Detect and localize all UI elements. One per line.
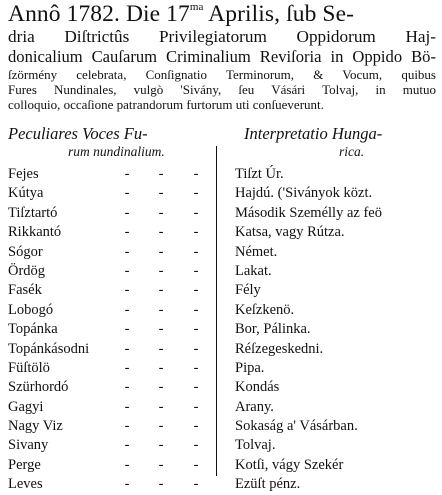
dash-leader: - bbox=[124, 282, 130, 299]
dash-leader: - bbox=[193, 456, 199, 473]
dash-leader: - bbox=[124, 379, 130, 396]
dash-leader: - bbox=[193, 398, 199, 415]
dash-leader: - bbox=[124, 476, 130, 493]
term-text: Gagyi bbox=[8, 398, 44, 415]
dash-leader: - bbox=[158, 282, 164, 299]
dash-leader: - bbox=[124, 418, 130, 435]
meaning-text: Tolvaj. bbox=[235, 437, 276, 454]
right-heading-line-1: Interpretatio Hunga- bbox=[244, 124, 383, 143]
dash-leader: - bbox=[193, 282, 199, 299]
meaning-text: Kondás bbox=[235, 379, 280, 396]
dash-leader: - bbox=[124, 359, 130, 376]
dash-leader: - bbox=[193, 204, 199, 221]
dash-leader: - bbox=[158, 262, 164, 279]
meaning-text: Katsa, vagy Rútza. bbox=[235, 224, 345, 241]
list-item bbox=[8, 456, 436, 475]
dash-leader: - bbox=[124, 224, 130, 241]
term-text: Topánkásodni bbox=[8, 340, 90, 357]
term-text: Sógor bbox=[8, 243, 43, 260]
left-heading-line-2: rum nundinalium. bbox=[68, 144, 165, 159]
list-item bbox=[8, 320, 436, 339]
list-item bbox=[8, 417, 436, 436]
dash-leader: - bbox=[124, 262, 130, 279]
list-item bbox=[8, 398, 436, 417]
list-item bbox=[8, 436, 436, 455]
meaning-text: Fély bbox=[235, 282, 261, 299]
dash-leader: - bbox=[124, 301, 130, 318]
header-line-1: dria Diſtrictûs Privilegiatorum Oppidorum Haj- bbox=[8, 27, 436, 46]
dash-leader: - bbox=[193, 262, 199, 279]
term-text: Fasék bbox=[8, 282, 42, 299]
term-text: Kútya bbox=[8, 185, 44, 202]
list-item bbox=[8, 359, 436, 378]
meaning-text: Ezüſt pénz. bbox=[235, 476, 301, 493]
dash-leader: - bbox=[124, 437, 130, 454]
meaning-text: Arany. bbox=[235, 398, 274, 415]
term-text: Nagy Viz bbox=[8, 418, 63, 435]
document-header bbox=[8, 2, 436, 112]
dash-leader: - bbox=[193, 166, 199, 182]
list-item bbox=[8, 204, 436, 223]
dash-leader: - bbox=[124, 185, 130, 202]
dash-leader: - bbox=[193, 437, 199, 454]
term-text: Tiſztartó bbox=[8, 204, 58, 221]
term-text: Leves bbox=[8, 476, 43, 493]
dash-leader: - bbox=[158, 398, 164, 415]
dash-leader: - bbox=[124, 340, 130, 357]
meaning-text: Réſzegeskedni. bbox=[235, 340, 324, 357]
dash-leader: - bbox=[124, 243, 130, 260]
vocabulary-list bbox=[8, 165, 436, 495]
meaning-text: Keſzkenö. bbox=[235, 301, 295, 318]
dash-leader: - bbox=[158, 243, 164, 260]
dash-leader: - bbox=[158, 166, 164, 182]
dash-leader: - bbox=[158, 418, 164, 435]
meaning-text: Lakat. bbox=[235, 262, 272, 279]
dash-leader: - bbox=[158, 379, 164, 396]
list-item bbox=[8, 223, 436, 242]
term-text: Topánka bbox=[8, 321, 58, 338]
meaning-text: Pipa. bbox=[235, 359, 265, 376]
left-column-heading bbox=[8, 125, 213, 161]
header-line-3: ſzörmény celebrata, Conſignatio Terminorum, & Vocum, quibus bbox=[8, 67, 436, 82]
list-item bbox=[8, 243, 436, 262]
left-heading-line-1: Peculiares Voces Fu- bbox=[8, 124, 148, 143]
dash-leader: - bbox=[158, 185, 164, 202]
dash-leader: - bbox=[124, 321, 130, 338]
header-line-2: donicalium Cauſarum Criminalium Reviſoria in Oppido Bö- bbox=[8, 47, 436, 66]
dash-leader: - bbox=[193, 224, 199, 241]
title-text-end: Aprilis, ſub Se- bbox=[203, 1, 355, 27]
title-superscript: ma bbox=[189, 1, 204, 13]
dash-leader: - bbox=[124, 204, 130, 221]
meaning-text: Második Személly az feö bbox=[235, 204, 382, 221]
term-text: Perge bbox=[8, 456, 41, 473]
meaning-text: Tiſzt Úr. bbox=[235, 166, 284, 182]
dash-leader: - bbox=[158, 204, 164, 221]
term-text: Rikkantó bbox=[8, 224, 62, 241]
term-text: Ördög bbox=[8, 262, 46, 279]
meaning-text: Német. bbox=[235, 243, 278, 260]
list-item bbox=[8, 378, 436, 397]
right-heading-line-2: rica. bbox=[339, 144, 365, 159]
term-text: Fejes bbox=[8, 166, 39, 182]
dash-leader: - bbox=[158, 224, 164, 241]
dash-leader: - bbox=[124, 456, 130, 473]
dash-leader: - bbox=[193, 243, 199, 260]
meaning-text: Hajdú. ('Siványok közt. bbox=[235, 185, 373, 202]
term-text: Lobogó bbox=[8, 301, 54, 318]
list-item bbox=[8, 184, 436, 203]
dash-leader: - bbox=[158, 456, 164, 473]
dash-leader: - bbox=[158, 359, 164, 376]
dash-leader: - bbox=[158, 301, 164, 318]
dash-leader: - bbox=[193, 476, 199, 493]
right-column-heading bbox=[244, 125, 442, 161]
dash-leader: - bbox=[193, 321, 199, 338]
meaning-text: Kotſi, vágy Szekér bbox=[235, 456, 344, 473]
dash-leader: - bbox=[193, 418, 199, 435]
column-headings bbox=[8, 125, 436, 163]
dash-leader: - bbox=[193, 301, 199, 318]
dash-leader: - bbox=[158, 340, 164, 357]
dash-leader: - bbox=[158, 437, 164, 454]
title-text: Annô 1782. Die 17 bbox=[8, 1, 190, 27]
list-item bbox=[8, 301, 436, 320]
term-text: Füſtölö bbox=[8, 359, 50, 376]
header-line-4: Fures Nundinales, vulgò 'Sivány, ſeu Vásári Tolvaj, in mutuo bbox=[8, 82, 436, 97]
meaning-text: Bor, Pálinka. bbox=[235, 321, 311, 338]
list-item bbox=[8, 165, 436, 184]
header-line-5: colloquio, occaſione patrandorum furtorum uti conſueverunt. bbox=[8, 97, 324, 112]
list-item bbox=[8, 340, 436, 359]
list-item bbox=[8, 475, 436, 494]
list-item bbox=[8, 281, 436, 300]
list-item bbox=[8, 262, 436, 281]
meaning-text: Sokaság a' Vásárban. bbox=[235, 418, 358, 435]
dash-leader: - bbox=[193, 185, 199, 202]
dash-leader: - bbox=[158, 476, 164, 493]
document-title bbox=[8, 2, 436, 27]
dash-leader: - bbox=[124, 166, 130, 182]
dash-leader: - bbox=[193, 379, 199, 396]
dash-leader: - bbox=[193, 340, 199, 357]
term-text: Sivany bbox=[8, 437, 49, 454]
dash-leader: - bbox=[124, 398, 130, 415]
term-text: Szürhordó bbox=[8, 379, 69, 396]
dash-leader: - bbox=[193, 359, 199, 376]
dash-leader: - bbox=[158, 321, 164, 338]
